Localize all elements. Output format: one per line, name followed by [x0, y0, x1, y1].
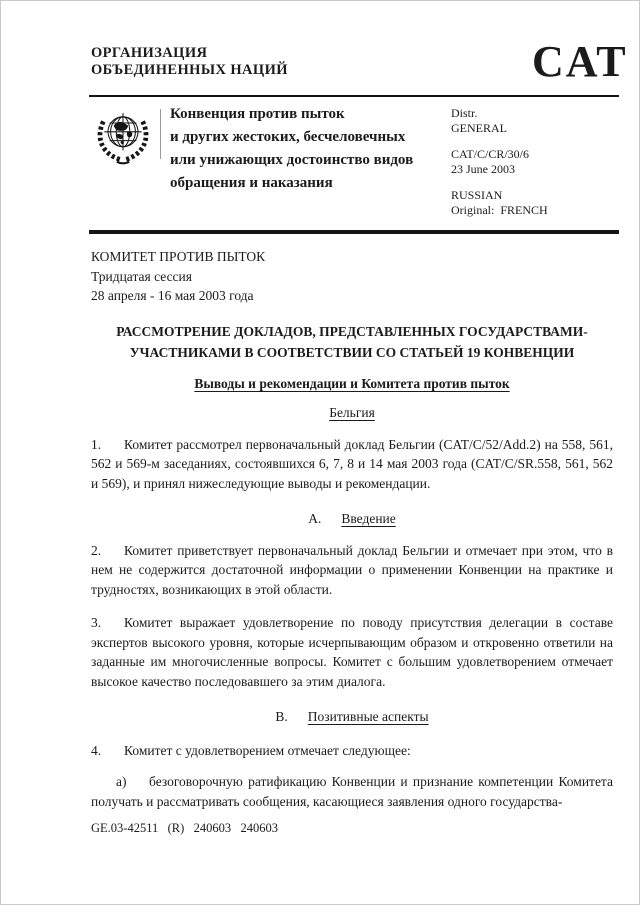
paragraph-number: 1. [91, 436, 102, 452]
paragraph-text: Комитет приветствует первоначальный доклад Бельгии и отмечает при этом, что в нем не содержится достаточной информации о применении Конвенции на практике и трудностях, возникающих в этой области. [91, 542, 613, 597]
convention-title-line: Конвенция против пыток [170, 106, 345, 122]
doc-language: RUSSIAN [451, 188, 503, 202]
report-title-line2: УЧАСТНИКАМИ В СООТВЕТСТВИИ СО СТАТЬЕЙ 19 КОНВЕНЦИИ [129, 344, 575, 360]
distr-value: GENERAL [451, 120, 507, 135]
committee-name: КОМИТЕТ ПРОТИВ ПЫТОК [91, 249, 266, 264]
paragraph-text: безоговорочную ратификацию Конвенции и признание компетенции Комитета получать и рассматривать сообщения, касающиеся заявления одного государства- [91, 774, 613, 809]
paragraph-3 [91, 613, 613, 691]
convention-title [170, 103, 413, 195]
document-body [91, 247, 613, 811]
convention-title-line: обращения и наказания [170, 175, 333, 191]
section-letter: В. [275, 709, 288, 724]
doc-symbol-big: CAT [532, 37, 628, 86]
section-title: Введение [341, 511, 396, 526]
doc-original-language: Original: FRENCH [451, 202, 548, 217]
paragraph-number: 4. [91, 742, 102, 758]
report-subtitle [91, 374, 613, 394]
convention-title-line: и других жестоких, бесчеловечных [170, 129, 406, 145]
doc-date: 23 June 2003 [451, 161, 515, 176]
distribution-block [451, 106, 548, 229]
paragraph-4 [91, 741, 613, 761]
un-org-name-line1: ОРГАНИЗАЦИЯ [91, 45, 208, 61]
session-block [91, 247, 613, 306]
distr-label: Distr. [451, 106, 478, 120]
paragraph-text: Комитет с удовлетворением отмечает следующее: [124, 742, 411, 758]
paragraph-number: 2. [91, 542, 102, 558]
document-footer-reference: GE.03-42511 (R) 240603 240603 [91, 821, 279, 835]
emblem-separator-line [160, 109, 161, 159]
section-b-heading [91, 707, 613, 727]
section-a-heading [91, 509, 613, 529]
un-org-name [91, 45, 288, 79]
section-letter: А. [308, 511, 322, 526]
paragraph-4a [91, 772, 613, 811]
country-name: Бельгия [329, 405, 375, 420]
report-title [91, 321, 613, 363]
report-title-line1: РАССМОТРЕНИЕ ДОКЛАДОВ, ПРЕДСТАВЛЕННЫХ ГОСУДАРСТВАМИ- [116, 323, 588, 339]
country-heading [91, 403, 613, 423]
convention-title-line: или унижающих достоинство видов [170, 152, 414, 168]
masthead-bottom-rule [89, 230, 619, 234]
paragraph-2 [91, 541, 613, 600]
subparagraph-letter: а) [116, 774, 127, 789]
doc-symbol: CAT/C/CR/30/6 [451, 147, 530, 161]
paragraph-1 [91, 435, 613, 494]
un-org-name-line2: ОБЪЕДИНЕННЫХ НАЦИЙ [91, 62, 288, 78]
session-dates: 28 апреля - 16 мая 2003 года [91, 288, 254, 303]
report-subtitle-text: Выводы и рекомендации и Комитета против пыток [194, 375, 510, 391]
paragraph-text: Комитет рассмотрел первоначальный доклад Бельгии (CAT/C/52/Add.2) на 558, 561, 562 и 569-м заседаниях, состоявшихся 6, 7, 8 и 14 мая 2003 года (CAT/C/SR.558, 561, 562 и 569), и принял нижеследующие выводы и рекомендации. [91, 436, 613, 491]
un-emblem-icon [92, 107, 154, 169]
session-name: Тридцатая сессия [91, 268, 192, 284]
paragraph-text: Комитет выражает удовлетворение по поводу присутствия делегации в составе экспертов высокого уровня, которые исчерпывающим образом и откровенно ответили на заданные им многочисленные вопросы. Комитет с большим удовлетворением отмечает высокое качество последовавшего за этим диалога. [91, 615, 613, 689]
paragraph-number: 3. [91, 615, 102, 630]
top-rule [89, 95, 619, 97]
section-title: Позитивные аспекты [307, 709, 429, 724]
